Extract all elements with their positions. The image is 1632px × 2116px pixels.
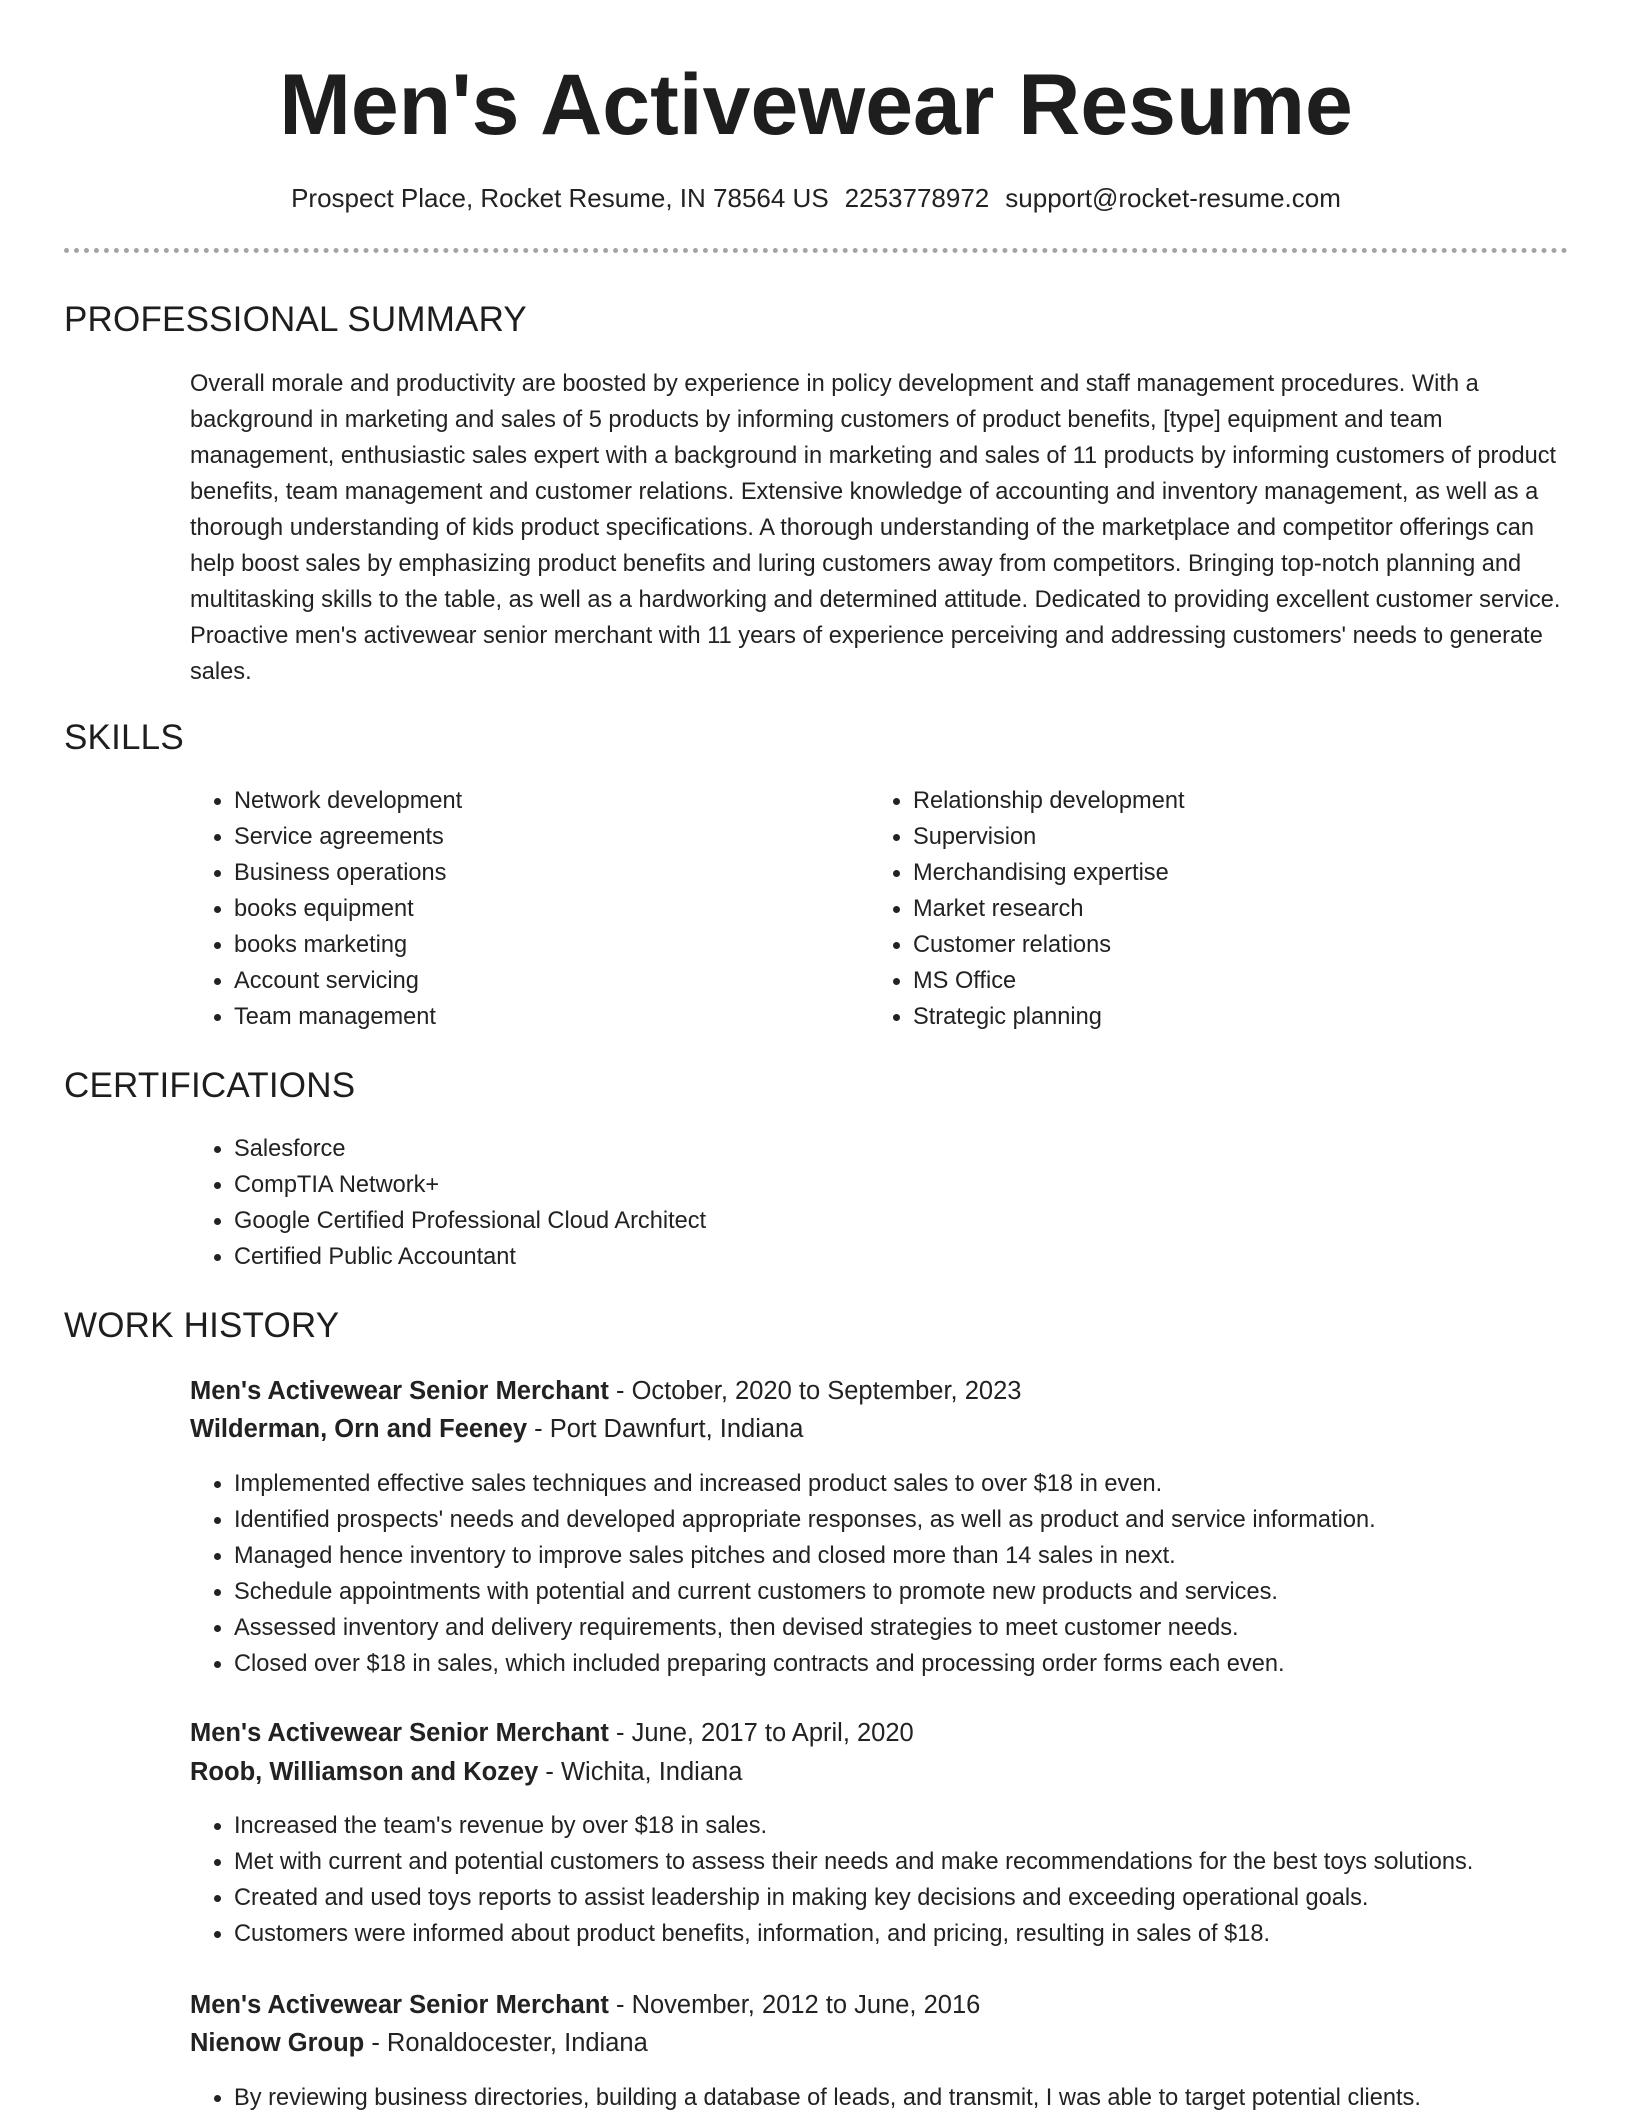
job-bullets (190, 2080, 1632, 2116)
job-bullet: • Closed over $18 in sales, which included preparing contracts and processing order forms each even. (234, 1646, 1632, 1682)
skill-item: • Team management (234, 999, 834, 1035)
skill-item: • Strategic planning (913, 999, 1513, 1035)
certification-item: • CompTIA Network+ (234, 1167, 1534, 1203)
contact-line (0, 180, 1632, 216)
skill-item: • Relationship development (913, 783, 1513, 819)
skill-item: • Merchandising expertise (913, 855, 1513, 891)
job-bullet: • Identified prospects' needs and developed appropriate responses, as well as product and service information. (234, 1502, 1632, 1538)
job-bullet: • Schedule appointments with potential and current customers to promote new products and services. (234, 1574, 1632, 1610)
skill-item: • Market research (913, 891, 1513, 927)
certifications-list (190, 1131, 1534, 1275)
resume-title: Men's Activewear Resume (279, 57, 1353, 153)
job-bullet: • Met with current and potential customers to assess their needs and make recommendations for the best toys solutions. (234, 1844, 1632, 1880)
job-bullet: • Assessed inventory and delivery requirements, then devised strategies to meet customer needs. (234, 1610, 1632, 1646)
skill-item: • Customer relations (913, 927, 1513, 963)
job-location: - Port Dawnfurt, Indiana (527, 1415, 804, 1443)
skills-heading: SKILLS (64, 718, 184, 757)
job-dates: - June, 2017 to April, 2020 (608, 1719, 914, 1747)
job-bullet: • Implemented effective sales techniques and increased product sales to over $18 in even. (234, 1466, 1632, 1502)
skill-item: • Account servicing (234, 963, 834, 999)
skill-item: • Network development (234, 783, 834, 819)
skills-list-right (869, 783, 1513, 1035)
job-bullets (190, 1808, 1632, 1952)
job-dates: - November, 2012 to June, 2016 (608, 1991, 981, 2019)
skill-item: • MS Office (913, 963, 1513, 999)
skill-item: • books equipment (234, 891, 834, 927)
work-history-heading: WORK HISTORY (64, 1306, 340, 1345)
summary-heading: PROFESSIONAL SUMMARY (64, 300, 527, 339)
job-location: - Ronaldocester, Indiana (364, 2029, 648, 2057)
job-title-line (190, 1714, 914, 1752)
skill-item: • Business operations (234, 855, 834, 891)
skill-item: • Service agreements (234, 819, 834, 855)
certification-item: • Google Certified Professional Cloud Architect (234, 1203, 1534, 1239)
job-title-line (190, 1986, 980, 2024)
job-bullet: • By reviewing business directories, building a database of leads, and transmit, I was able to target potential clients. (234, 2080, 1632, 2116)
skill-item: • Supervision (913, 819, 1513, 855)
contact-phone: 2253778972 (844, 183, 990, 213)
job-bullet: • Increased the team's revenue by over $18 in sales. (234, 1808, 1632, 1844)
job-company-line (190, 2024, 648, 2062)
job-dates: - October, 2020 to September, 2023 (608, 1377, 1022, 1405)
certification-item: • Certified Public Accountant (234, 1239, 1534, 1275)
skill-item: • books marketing (234, 927, 834, 963)
header-divider (64, 248, 1568, 253)
job-title: Men's Activewear Senior Merchant (190, 1377, 609, 1405)
job-title-line (190, 1372, 1021, 1410)
job-company: Roob, Williamson and Kozey (190, 1758, 539, 1786)
job-company-line (190, 1410, 803, 1448)
certifications-heading: CERTIFICATIONS (64, 1066, 356, 1105)
job-title: Men's Activewear Senior Merchant (190, 1991, 609, 2019)
job-company: Nienow Group (190, 2029, 365, 2057)
job-bullet: • Managed hence inventory to improve sales pitches and closed more than 14 sales in next. (234, 1538, 1632, 1574)
skills-list-left (190, 783, 834, 1035)
job-bullets (190, 1466, 1632, 1682)
certification-item: • Salesforce (234, 1131, 1534, 1167)
contact-address: Prospect Place, Rocket Resume, IN 78564 US (291, 183, 829, 213)
job-title: Men's Activewear Senior Merchant (190, 1719, 609, 1747)
job-location: - Wichita, Indiana (538, 1758, 743, 1786)
job-company: Wilderman, Orn and Feeney (190, 1415, 528, 1443)
job-bullet: • Customers were informed about product benefits, information, and pricing, resulting in sales of $18. (234, 1916, 1632, 1952)
job-bullet: • Created and used toys reports to assist leadership in making key decisions and exceeding operational goals. (234, 1880, 1632, 1916)
summary-text: Overall morale and productivity are boosted by experience in policy development and staff management procedures. With a background in marketing and sales of 5 products by informing customers of product benefits, [type] equipment and team management, enthusiastic sales expert with a background in marketing and sales of 11 products by informing customers of product benefits, team management and customer relations. Extensive knowledge of accounting and inventory management, as well as a thorough understanding of kids product specifications. A thorough understanding of the marketplace and competitor offerings can help boost sales by emphasizing product benefits and luring customers away from competitors. Bringing top-notch planning and multitasking skills to the table, as well as a hardworking and determined attitude. Dedicated to providing excellent customer service. Proactive men's activewear senior merchant with 11 years of experience perceiving and addressing customers' needs to generate sales. (190, 371, 1561, 685)
contact-email: support@rocket-resume.com (1005, 183, 1341, 213)
job-company-line (190, 1753, 742, 1791)
